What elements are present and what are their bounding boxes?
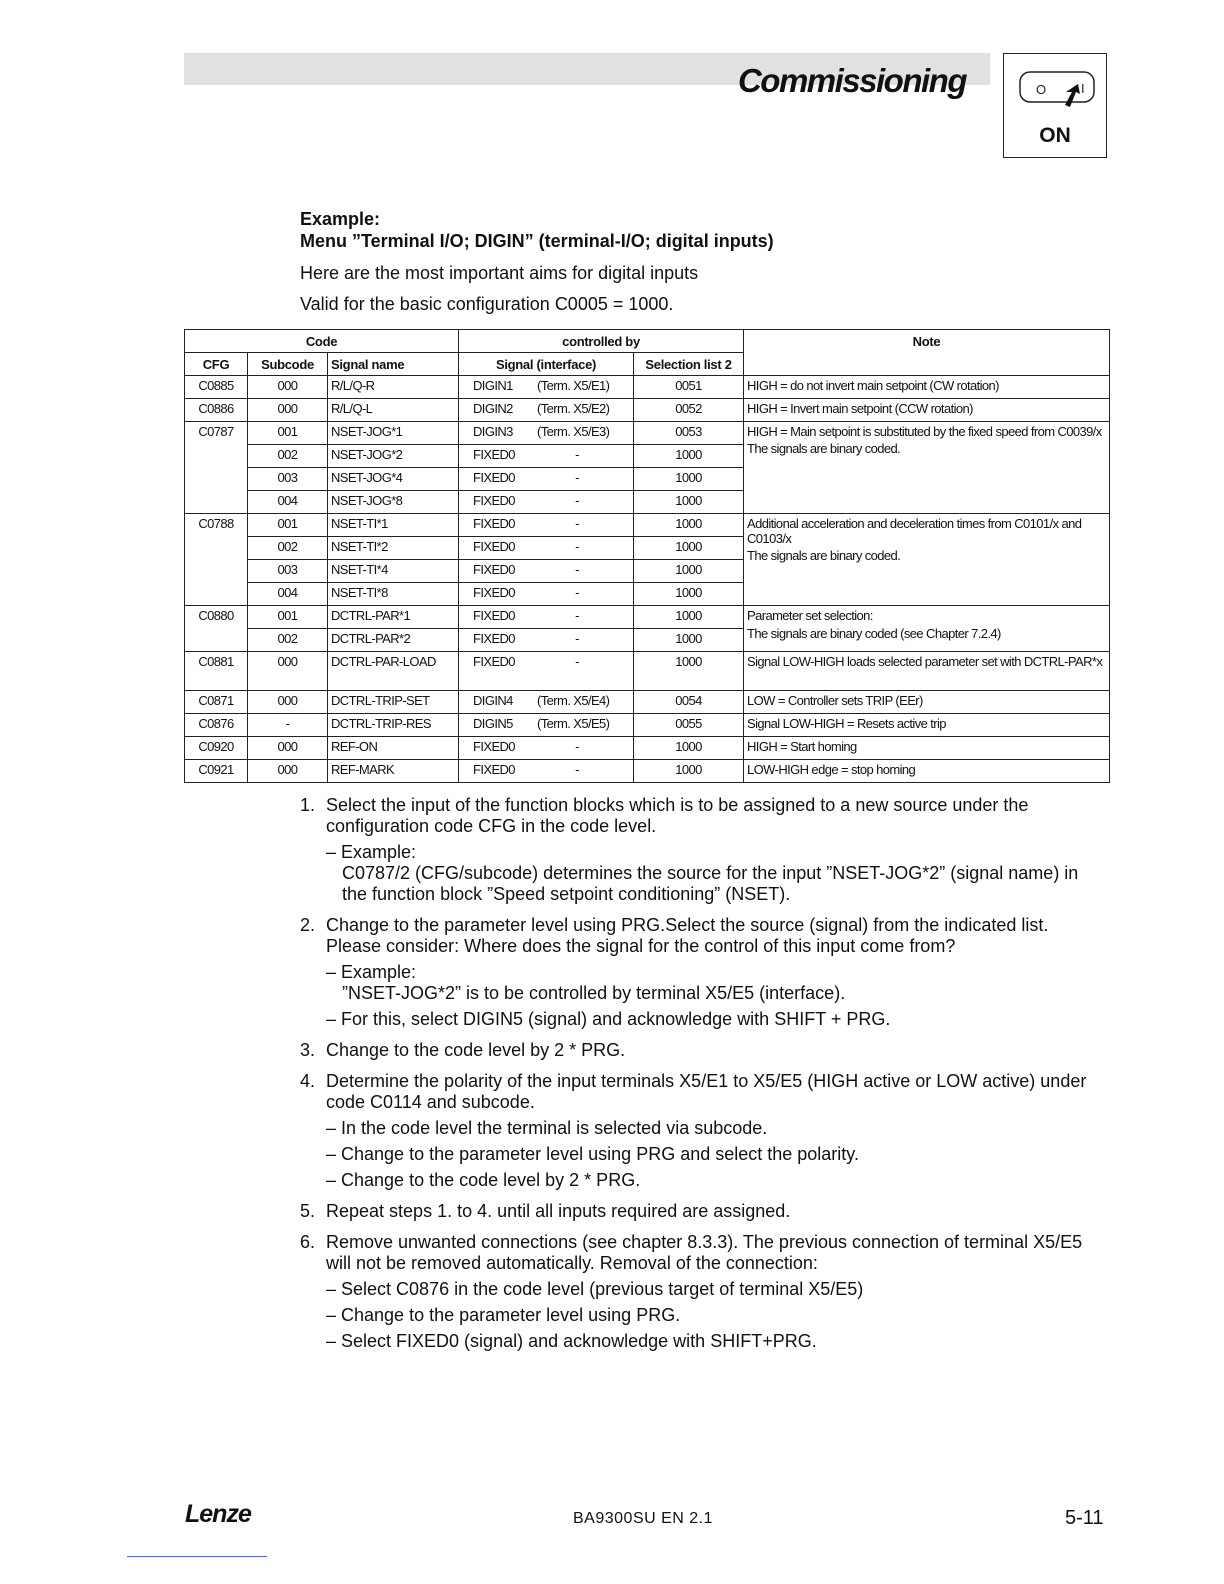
header-controlled-by: controlled by xyxy=(459,330,744,353)
step-1: 1. Select the input of the function blocks which is to be assigned to a new source under the configuration code CFG in the code level. – Example: C0787/2 (CFG/subcode) determines the source for the input ”NSET-JOG*2” (signal name) in the function block ”Speed setpoint conditioning” (NSET). xyxy=(300,795,1079,904)
table-row: C0876 - DCTRL-TRIP-RES DIGIN5 (Term. X5/E5) 0055 Signal LOW-HIGH = Resets active trip xyxy=(185,714,1110,737)
table-row: 004 NSET-JOG*8 FIXED0 - 1000 xyxy=(185,491,1110,514)
table-row: C0871 000 DCTRL-TRIP-SET DIGIN4 (Term. X5/E4) 0054 LOW = Controller sets TRIP (EEr) xyxy=(185,691,1110,714)
table-row: 003 NSET-JOG*4 FIXED0 - 1000 xyxy=(185,468,1110,491)
svg-text:I: I xyxy=(1081,81,1085,96)
table-row: C0921 000 REF-MARK FIXED0 - 1000 LOW-HIGH edge = stop homing xyxy=(185,760,1110,783)
menu-heading: Menu ”Terminal I/O; DIGIN” (terminal-I/O; digital inputs) xyxy=(300,231,774,251)
example-heading: Example: xyxy=(300,209,381,229)
table-row: 004 NSET-TI*8 FIXED0 - 1000 xyxy=(185,583,1110,606)
table-row: C0885 000 R/L/Q-R DIGIN1 (Term. X5/E1) 0051 HIGH = do not invert main setpoint (CW rotation) xyxy=(185,376,1110,399)
table-row: C0787 001 NSET-JOG*1 DIGIN3 (Term. X5/E3) 0053 HIGH = Main setpoint is substituted by the fixed speed from C0039/x The signals are binary coded. xyxy=(185,422,1110,445)
on-switch-badge xyxy=(1003,53,1107,158)
table-row: C0920 000 REF-ON FIXED0 - 1000 HIGH = Start homing xyxy=(185,737,1110,760)
table-row: 002 DCTRL-PAR*2 FIXED0 - 1000 xyxy=(185,629,1110,652)
svg-text:O: O xyxy=(1036,82,1047,97)
table-row: C0880 001 DCTRL-PAR*1 FIXED0 - 1000 Parameter set selection: The signals are binary coded (see Chapter 7.2.4) xyxy=(185,606,1110,629)
on-label: ON xyxy=(1039,124,1071,147)
intro-section xyxy=(300,208,1100,315)
intro-line-1: Here are the most important aims for digital inputs xyxy=(300,263,699,283)
digital-inputs-table xyxy=(184,329,1110,783)
header-note: Note xyxy=(744,330,1110,376)
header-selection-list: Selection list 2 xyxy=(634,353,744,376)
power-switch-icon xyxy=(1014,62,1098,122)
header-signal-name: Signal name xyxy=(328,353,459,376)
table-row: 003 NSET-TI*4 FIXED0 - 1000 xyxy=(185,560,1110,583)
intro-line-2: Valid for the basic configuration C0005 = 1000. xyxy=(300,294,674,314)
step-2: 2. Change to the parameter level using PRG.Select the source (signal) from the indicated list. Please consider: Where does the signal for the control of this input come from? – Example: ”NSET-JOG*2” is to be controlled by terminal X5/E5 (interface). – For this, select DIGIN5 (signal) and acknowledge with SHIFT + PRG. xyxy=(300,915,1049,1029)
procedure-steps xyxy=(300,795,1100,1362)
header-cfg: CFG xyxy=(185,353,248,376)
lenze-logo: Lenze xyxy=(185,1500,251,1528)
header-subcode: Subcode xyxy=(248,353,328,376)
step-4: 4. Determine the polarity of the input terminals X5/E1 to X5/E5 (HIGH active or LOW active) under code C0114 and subcode. – In the code level the terminal is selected via subcode. – Change to the parameter level using PRG and select the polarity. – Change to the code level by 2 * PRG. xyxy=(300,1071,1087,1190)
page-number: 5-11 xyxy=(1065,1507,1104,1529)
header-signal-interface: Signal (interface) xyxy=(459,353,634,376)
document-id: BA9300SU EN 2.1 xyxy=(573,1510,714,1527)
table-row: 002 NSET-JOG*2 FIXED0 - 1000 xyxy=(185,445,1110,468)
footer-link-underline xyxy=(127,1556,267,1557)
header-code: Code xyxy=(185,330,459,353)
step-6: 6. Remove unwanted connections (see chapter 8.3.3). The previous connection of terminal X5/E5 will not be removed automatically. Removal of the connection: – Select C0876 in the code level (previous target of terminal X5/E5) – Change to the parameter level using PRG. – Select FIXED0 (signal) and acknowledge with SHIFT+PRG. xyxy=(300,1232,1083,1351)
table-row: C0881 000 DCTRL-PAR-LOAD FIXED0 - 1000 Signal LOW-HIGH loads selected parameter set with DCTRL-PAR*x xyxy=(185,652,1110,691)
table-row: 002 NSET-TI*2 FIXED0 - 1000 xyxy=(185,537,1110,560)
page-title: Commissioning xyxy=(737,62,966,99)
step-5: 5. Repeat steps 1. to 4. until all inputs required are assigned. xyxy=(300,1201,791,1221)
table-row: C0886 000 R/L/Q-L DIGIN2 (Term. X5/E2) 0052 HIGH = Invert main setpoint (CCW rotation) xyxy=(185,399,1110,422)
step-3: 3. Change to the code level by 2 * PRG. xyxy=(300,1040,626,1060)
table-row: C0788 001 NSET-TI*1 FIXED0 - 1000 Additional acceleration and deceleration times from C0101/x and C0103/x The signals are binary coded. xyxy=(185,514,1110,537)
